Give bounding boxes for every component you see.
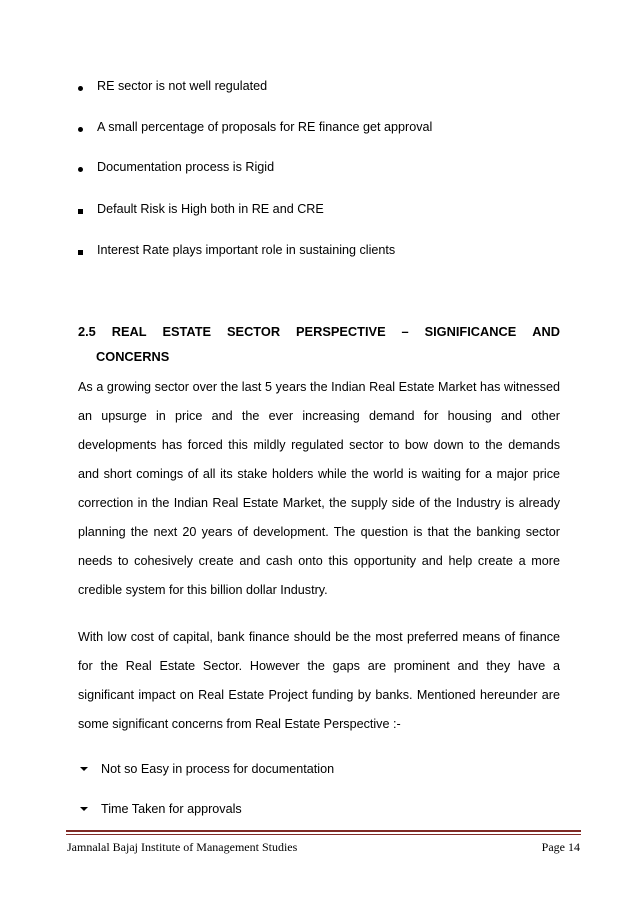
heading-word: – [401, 324, 409, 339]
footer-institute: Jamnalal Bajaj Institute of Management Studies [67, 840, 298, 854]
bullet-arrow-icon [80, 767, 88, 771]
bullet-dot-icon [78, 127, 83, 132]
list-item: Default Risk is High both in RE and CRE [97, 202, 324, 216]
bullet-arrow-icon [80, 807, 88, 811]
section-heading-continued: CONCERNS [96, 349, 170, 364]
heading-word: REAL [111, 324, 147, 339]
list-item: A small percentage of proposals for RE finance get approval [97, 120, 433, 134]
bullet-square-icon [78, 250, 83, 255]
list-item: Documentation process is Rigid [97, 160, 275, 174]
bullet-dot-icon [78, 86, 83, 91]
section-heading [78, 324, 560, 339]
list-item: RE sector is not well regulated [97, 79, 268, 93]
section-number: 2.5 [78, 324, 96, 339]
heading-word: PERSPECTIVE [296, 324, 386, 339]
heading-word: ESTATE [162, 324, 212, 339]
footer-divider [66, 830, 581, 832]
heading-word: SECTOR [227, 324, 281, 339]
list-item: Time Taken for approvals [101, 802, 242, 816]
heading-word: AND [532, 324, 560, 339]
list-item: Not so Easy in process for documentation [101, 762, 335, 776]
footer-divider [66, 834, 581, 835]
body-paragraph: With low cost of capital, bank finance should be the most preferred means of finance for the Real Estate Sector. However the gaps are prominent and they have a significant impact on Real Estate Project funding by banks. Mentioned hereunder are some significant concerns from Real Estate Perspective :- [78, 630, 560, 731]
heading-word: SIGNIFICANCE [424, 324, 517, 339]
body-paragraph: As a growing sector over the last 5 years the Indian Real Estate Market has witnessed an upsurge in price and the ever increasing demand for housing and other developments has forced this mildly regulated sector to bow down to the demands and short comings of all its stake holders while the world is waiting for a major price correction in the Indian Real Estate Market, the supply side of the Industry is already planning the next 20 years of development. The question is that the banking sector needs to cohesively create and cash onto this opportunity and help create a more credible system for this billion dollar Industry. [78, 380, 560, 597]
bullet-dot-icon [78, 167, 83, 172]
page-number: Page 14 [541, 840, 580, 854]
bullet-square-icon [78, 209, 83, 214]
list-item: Interest Rate plays important role in sustaining clients [97, 243, 396, 257]
